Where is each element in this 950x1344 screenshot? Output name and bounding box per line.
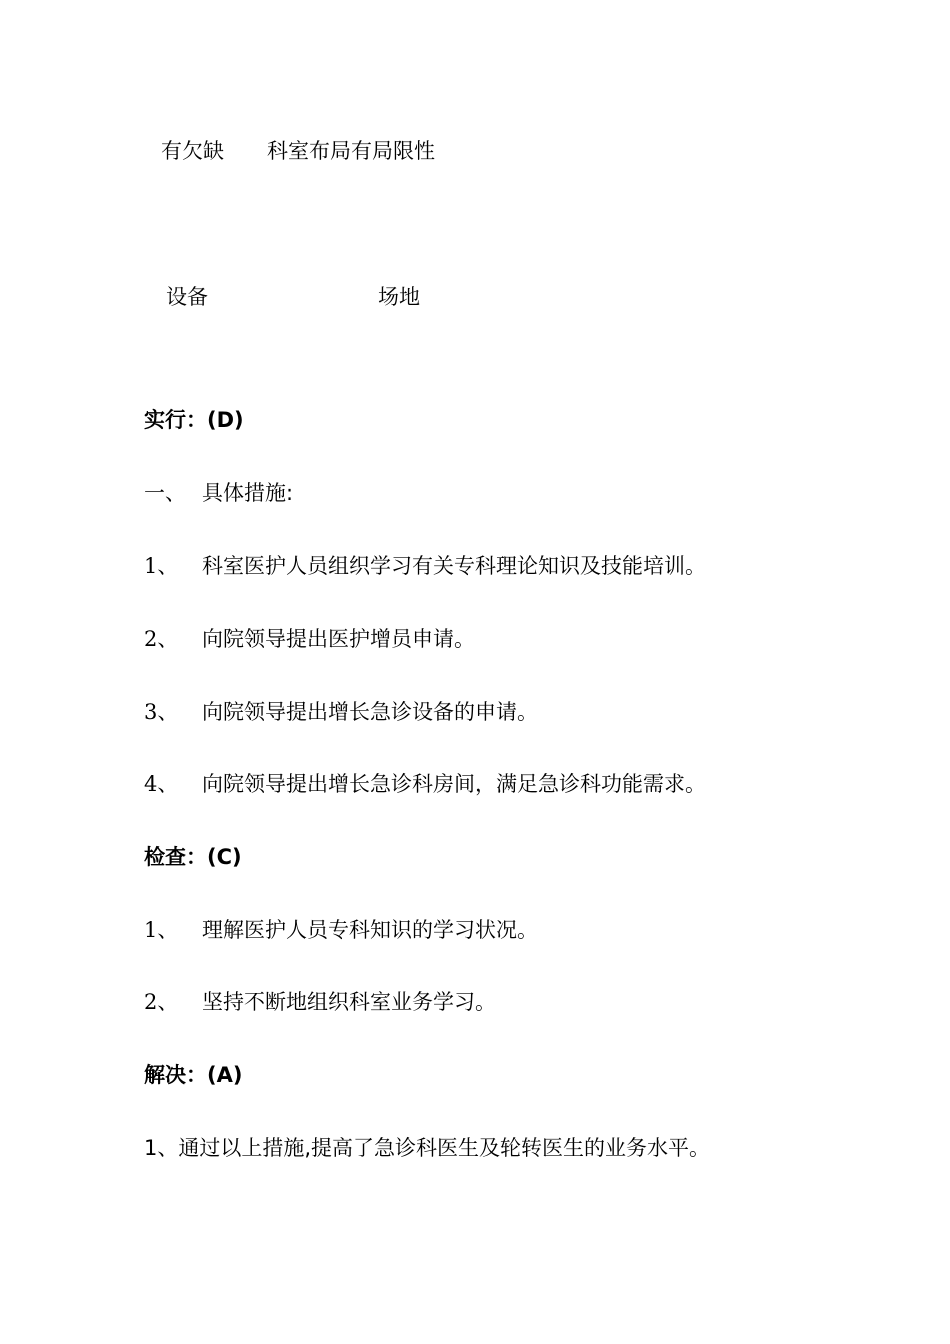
implement-subheading-number: 一、	[144, 481, 186, 505]
act-item-1: 1、通过以上措施,提高了急诊科医生及轮转医生的业务水平。	[144, 1136, 711, 1160]
category-label-site: 场地	[378, 285, 420, 309]
check-item-1: 理解医护人员专科知识的学习状况。	[202, 918, 538, 942]
implement-heading: 实行：(D)	[144, 408, 244, 432]
implement-item-1-number: 1、	[144, 554, 179, 578]
implement-item-1: 科室医护人员组织学习有关专科理论知识及技能培训。	[202, 554, 706, 578]
cause-label-layout-limited: 科室布局有局限性	[267, 139, 435, 163]
check-item-1-number: 1、	[144, 918, 179, 942]
implement-item-2: 向院领导提出医护增员申请。	[202, 627, 475, 651]
implement-item-2-number: 2、	[144, 627, 179, 651]
category-label-equipment: 设备	[166, 285, 208, 309]
implement-item-4: 向院领导提出增长急诊科房间，满足急诊科功能需求。	[202, 772, 706, 796]
check-heading: 检查：(C)	[144, 845, 242, 869]
act-heading: 解决：(A)	[144, 1063, 243, 1087]
check-item-2: 坚持不断地组织科室业务学习。	[202, 990, 496, 1014]
cause-label-lacking: 有欠缺	[161, 139, 224, 163]
implement-item-3-number: 3、	[144, 700, 179, 724]
implement-item-3: 向院领导提出增长急诊设备的申请。	[202, 700, 538, 724]
check-item-2-number: 2、	[144, 990, 179, 1014]
implement-subheading: 具体措施:	[202, 481, 294, 505]
implement-item-4-number: 4、	[144, 772, 179, 796]
